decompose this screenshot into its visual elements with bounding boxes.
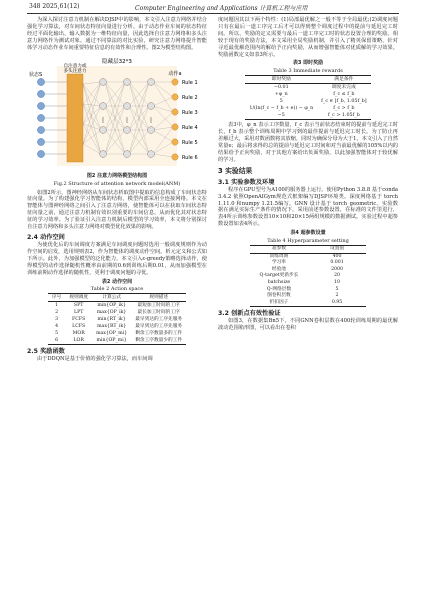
section-heading: 3.2 创新点有效性验证: [218, 310, 281, 318]
table-header: 序号: [48, 294, 65, 302]
table-header: 满足条件: [317, 76, 370, 84]
attention-label-1: 自注意力或: [63, 63, 87, 69]
table-row: 1/(ln(f_c − f_b + e)) − φ_n f_c > f_b: [249, 106, 355, 112]
rule-label: Rule 1: [182, 79, 198, 86]
table-3: [245, 75, 370, 120]
state-nodes: [37, 78, 44, 157]
paragraph: 如图3，在数据集Bn5下，不同GNN卷积层数在400轮训练周期的最优解波动范围箱形图，可以看出在卷积: [218, 318, 398, 332]
table-row: Q-target更新步长 20: [259, 273, 341, 279]
table-caption-en: Table 3 Immediate rewards: [273, 67, 343, 74]
table-row: 训练周期 400: [269, 253, 342, 259]
state-label: 状态S: [29, 71, 43, 78]
table-row: −5 f_c > 1.05f_b: [277, 113, 360, 119]
rule-label: Rule 4: [182, 124, 198, 131]
attention-label-2: 多头注意力: [63, 68, 87, 74]
paragraph: 程序在GPU型号为A100的服务器上运行。使用Python 3.8.8 基于conda 3.4.2 依照OpenAIGym规范式框架编写DJSP环境类。深度网络基于 torch 1.11.0 和numpy 1.21.5编写。GNN 设计基于 torch_geometric。实验数据在满足实际生产条件的情况下，采用前述参数设置，在标准的文件里进行，表4所示训练参数设置10×10和20×15两组规模的数据测试。实验过程中超参数设置如表4所示。: [218, 186, 398, 228]
page-header: [0, 0, 427, 14]
table-row: 3 FCFS min{RT_ik} 最早到达的工序先服务: [55, 317, 183, 323]
table-caption: 表2 动作空间: [101, 278, 133, 285]
table-row: 5 MOR max{OP_mi} 剩余工序数量多的工件: [55, 331, 183, 337]
table-row: 6 LOR min{OP_mi} 剩余工序数量少的工件: [55, 338, 183, 344]
section-heading: 2.4 动作空间: [27, 233, 65, 241]
network-diagram: [27, 54, 207, 170]
attention-block: [67, 74, 83, 162]
table-row: 1 SPT min{OP_ik} 最短加工时间的工序: [55, 303, 180, 309]
table-caption: 表3 即时奖励: [292, 60, 324, 67]
hidden-layer-label: 隐藏层32*3: [102, 58, 132, 65]
page-info: 348 2025,61(12): [29, 3, 80, 10]
table-row: 经验池 2000: [271, 266, 343, 272]
table-header: 超参数: [250, 245, 308, 253]
table-header: 规则调度: [65, 294, 92, 302]
table-header: 计算公式: [92, 294, 131, 302]
header-rule: [27, 13, 399, 14]
table-row: Q-网络层数 5: [266, 286, 339, 292]
rule-label: Rule 5: [182, 139, 198, 146]
table-header: 规则描述: [131, 294, 186, 302]
journal-title: Computer Engineering and Applications 计算机工程与应用: [135, 5, 308, 12]
rule-label: Rule 6: [182, 154, 198, 161]
rule-label: Rule 2: [182, 94, 198, 101]
paragraph: 为使优化后的车间调度方案满足车间调度问题时选用一般调度规则作为动作空间的启发，选用规则表2，作为智能体的调度动作空间。析元定义和公式如下所示。此外，为加强模型的泛化能力，本文引入ε-greedy策略选择动作，使得模型的动作选择随机性概率由前期的0.6到训练后期0.01，从而加强模型在训练前期动作选择的随机性，更利于调度问题的寻优。: [27, 241, 207, 276]
table-row: +φ_n f_c ≤ f_b: [274, 92, 355, 98]
table-row: batchsize 10: [267, 279, 341, 285]
rule-labels: [182, 80, 198, 161]
table-caption-en: Table 2 Action space: [90, 285, 144, 292]
paragraph: 度问题因其以下两个特性：(1)局部最优解之一般不等于全局最优;(2)调度问题只有在最后一道工序完工后才可以得到整个调度过程中的提前与延迟完工时间。所以，奖励的定义需要与最后一道工序完工时的状态设置合理的奖励。相较于现有的奖励方法，本文采用全局奖励机制，并引入了精英保留策略，针对寻近最优解范围内的解给予正向奖励，从而增强智能体对优质解的学习效果。奖励函数定义如表3所示。: [218, 17, 398, 58]
table-header: 设置值: [308, 245, 366, 253]
table-row: 折扣因子 0.95: [269, 299, 343, 305]
paragraph: 由于DDQN是基于价值的强化学习算法，而车间调: [37, 356, 153, 363]
table-row: 4 LCFS max{RT_ik} 最早到达的工序先服务: [55, 324, 183, 330]
table-header: 即时奖励: [245, 76, 317, 84]
section-heading: 3.1 实验参数及环境: [218, 178, 275, 186]
figure-2: [27, 54, 207, 190]
figure-caption-en: Fig.2 Structure of attention network model(ANM): [53, 180, 181, 187]
table-row: 2 LPT max{OP_ik} 最长加工时间的工序: [55, 310, 180, 316]
table-2: [48, 293, 186, 345]
left-column: [27, 17, 207, 363]
paragraph: 为深入探讨注意力机制在解决DJSP中的影响，本文引入注意力网络并结合强化学习算法，对车间状态特征向量进行分析。由于动态作业车间的状态特征经过平面化输出，输入数据为一维特征向量，因此选择自注意力网络和多头注意力网络作为测试对象。通过不同算法的对比实验，研究注意力网络提升智能体学习动态作业车间重要特征信息的有效性和合理性。图2为模型结构图。: [27, 17, 207, 51]
table-row: 5 f_c ∈ [f_b, 1.05f_b]: [279, 99, 367, 105]
paragraph: 表3中，φ_n 表示工序数量，f_c 表示当前状态结束时的提前与延迟完工时长，f_b 表示整个训练周期中学习到的最佳提前与延迟完工时长。为了防止再差解过大，采用对数函数将其放缩，同时为确保分母为大于1，本文引入了自然常量e；最后将求得的总的提前与延迟完工时间和对当前最优解的105%以内的结果给予正向奖励，对于其他方案给出负面奖励，以此加强智能体对于较优解的学习。: [218, 122, 398, 163]
paragraph: 如图2所示，图神经网络从车间状态析取图中提取的信息构成了车间状态特征向量。为了构建强化学习智能体的结构，模型内部采用全连接网络。本文在智能体与图神经网络之间引入了注意力网络，使智能体可以在获取车间状态特征向量之前，通过注意力机制有效识别重要的车间信息，从而优化其对状态特征的学习效率。为了验证引入注意力机制后模型的学习效率，本文将分别探讨自注意力网络和多头注意力网络对模型优化效果的影响。: [27, 189, 207, 231]
table-row: 图卷积层数 2: [267, 293, 339, 299]
table-caption-en: Table 4 Hyperparameter setting: [267, 237, 349, 244]
figure-caption: 图2 注意力网络模型结构图: [86, 173, 148, 180]
right-column: [218, 17, 398, 332]
table-4: [250, 245, 366, 307]
table-row: 学习率 0.001: [271, 260, 344, 266]
table-row: −0.01 调度未完成: [273, 85, 356, 91]
section-heading: 2.5 奖励函数: [27, 348, 65, 356]
rule-label: Rule 3: [182, 109, 198, 116]
table-caption: 表4 超参数设置: [290, 230, 326, 237]
action-label: 动作a: [168, 70, 182, 77]
section-heading: 3 实验结果: [218, 166, 253, 175]
